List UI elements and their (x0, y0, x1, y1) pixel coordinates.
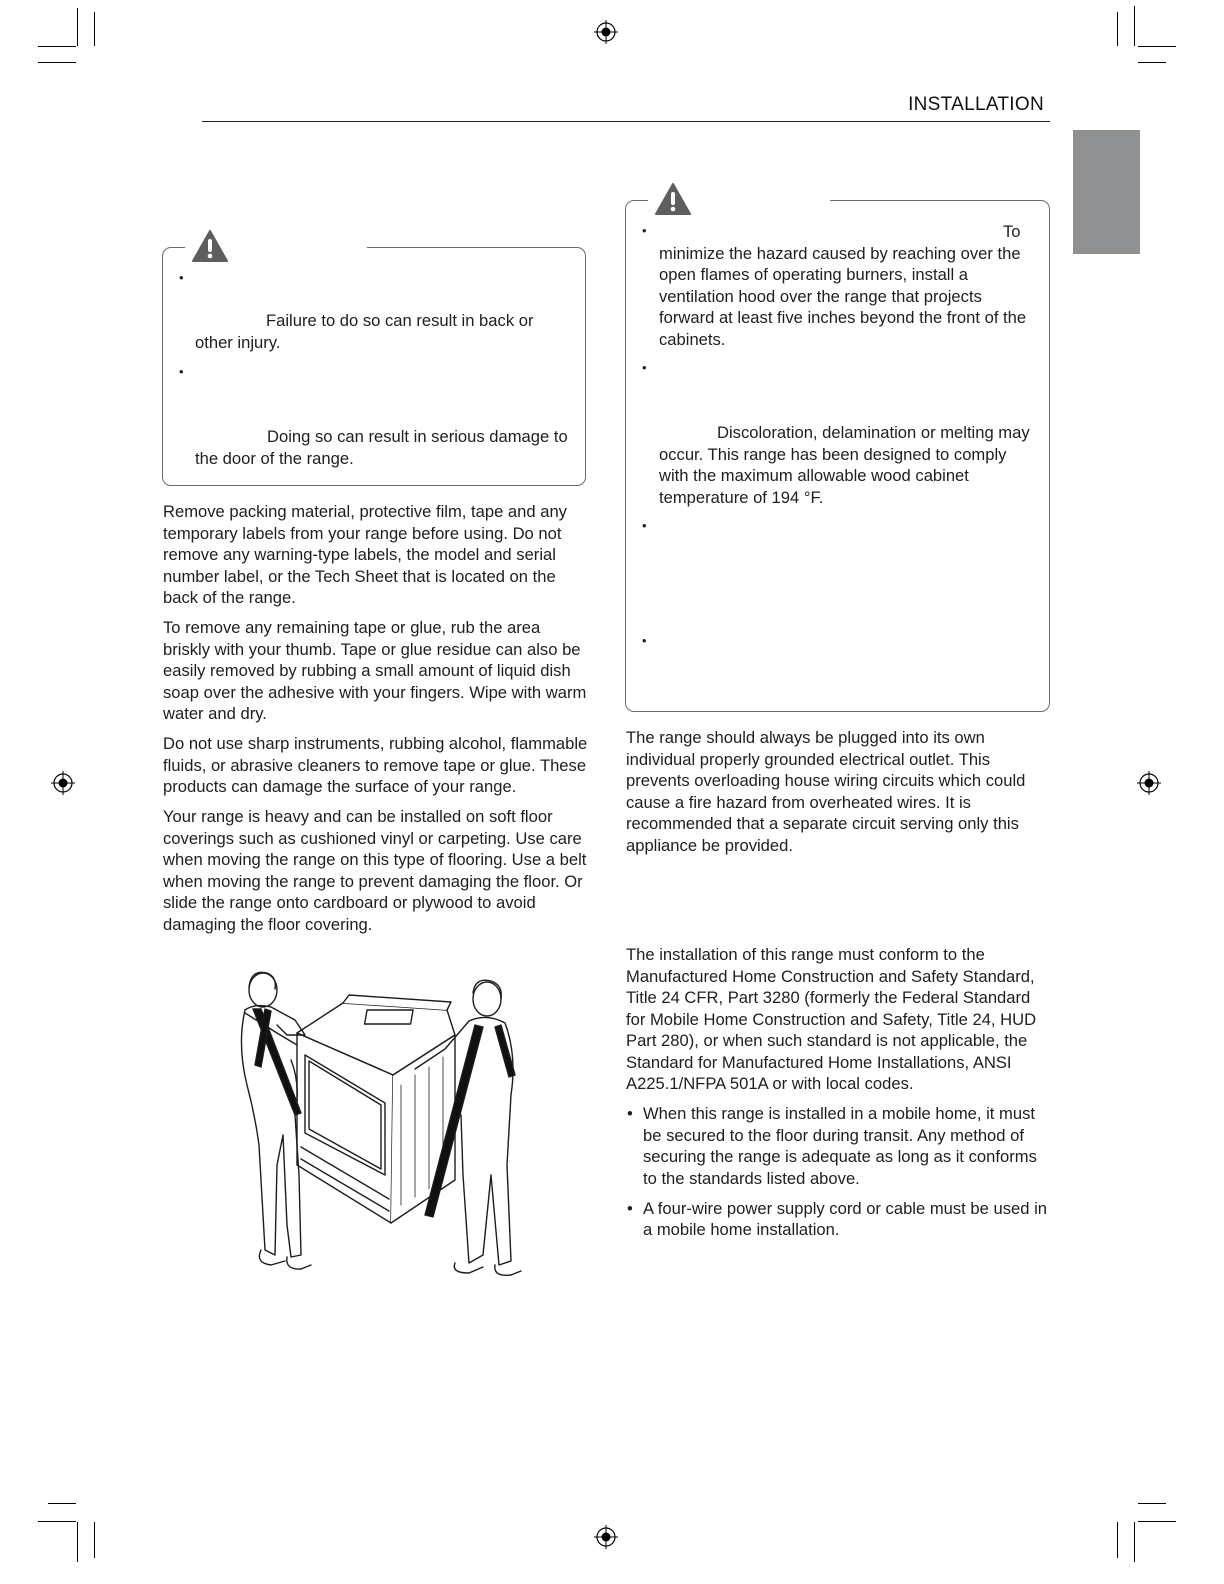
registration-mark-icon (51, 771, 75, 795)
floor-covering-paragraph: Your range is heavy and can be installed on soft floor coverings such as cushioned vinyl or carpeting. Use care when moving the range on this type of flooring. Use a belt when moving the range to prevent damaging the floor. Or slide the range onto cardboard or plywood to avoid damaging the floor covering. (163, 807, 587, 934)
crop-mark (1138, 62, 1166, 63)
header-rule (202, 121, 1050, 122)
bullet-marker: • (642, 633, 647, 648)
crop-mark (1134, 6, 1135, 46)
crop-mark (1134, 1522, 1135, 1562)
lifting-range-illustration (225, 965, 525, 1285)
crop-mark (1117, 1522, 1118, 1558)
registration-mark-icon (594, 20, 618, 44)
crop-mark (1117, 12, 1118, 46)
crop-mark (77, 1522, 78, 1562)
registration-mark-icon (594, 1525, 618, 1549)
cleaning-caution-paragraph: Do not use sharp instruments, rubbing alcohol, flammable fluids, or abrasive cleaners to remove tape or glue. These products can damage the surface of your range. (163, 734, 588, 796)
crop-mark (1138, 1521, 1176, 1522)
warning-triangle-icon (655, 183, 691, 215)
crop-mark (38, 46, 76, 47)
warning-triangle-icon (192, 230, 228, 262)
list-item: • When this range is installed in a mobile home, it must be secured to the floor during transit. Any method of securing the range is adequate as long as it conforms to the standards listed above. (626, 1103, 1052, 1189)
crop-mark (38, 62, 76, 63)
registration-mark-icon (1137, 771, 1161, 795)
crop-mark (1138, 1503, 1166, 1504)
bullet-marker: • (179, 270, 184, 285)
crop-mark (94, 1522, 95, 1558)
crop-mark (1138, 46, 1176, 47)
crop-mark (94, 12, 95, 46)
list-item: • A four-wire power supply cord or cable must be used in a mobile home installation. (626, 1198, 1052, 1241)
outlet-paragraph: The range should always be plugged into its own individual properly grounded electrical outlet. This prevents overloading house wiring circuits which could cause a fire hazard from overheated wires. It is recommended that a separate circuit serving only this appliance be provided. (626, 728, 1026, 855)
mobile-home-paragraph: The installation of this range must conform to the Manufactured Home Construction and Safety Standard, Title 24 CFR, Part 3280 (formerly the Federal Standard for Mobile Home Construction and Safety, Title 24, HUD Part 280), or when such standard is not applicable, the Standard for Manufactured Home Installations, ANSI A225.1/NFPA 501A or with local codes. (626, 945, 1037, 1093)
tape-removal-paragraph: To remove any remaining tape or glue, rub the area briskly with your thumb. Tape or glue residue can also be easily removed by rubbing a small amount of liquid dish soap over the adhesive with your fingers. Wipe with warm water and dry. (163, 618, 587, 723)
crop-mark (77, 8, 78, 46)
left-warning-item-2: Doing so can result in serious damage to the door of the range. (195, 427, 568, 468)
left-warning-item-1: Failure to do so can result in back or other injury. (195, 311, 534, 352)
left-body-text (163, 501, 591, 944)
crop-mark (38, 1521, 76, 1522)
bullet-marker: • (179, 364, 184, 379)
bullet-marker: • (642, 223, 647, 238)
bullet-marker: • (642, 518, 647, 533)
mobile-home-section (626, 944, 1052, 1249)
bullet-marker: • (642, 360, 647, 375)
section-title: INSTALLATION (908, 94, 1044, 115)
right-warning-item-1: To minimize the hazard caused by reaching over the open flames of operating burners, install a ventilation hood over the range that projects forward at least five inches beyond the front of the cabinets. (659, 222, 1027, 349)
packing-removal-paragraph: Remove packing material, protective film, tape and any temporary labels from your range before using. Do not remove any warning-type labels, the model and serial number label, or the Tech Sheet that is located on the back of the range. (163, 502, 567, 607)
mobile-home-bullets (626, 1103, 1052, 1241)
right-warning-item-2: Discoloration, delamination or melting may occur. This range has been designed to comply with the maximum allowable wood cabinet temperature of 194 °F. (659, 423, 1030, 507)
crop-mark (48, 1503, 76, 1504)
chapter-side-tab (1073, 130, 1140, 254)
